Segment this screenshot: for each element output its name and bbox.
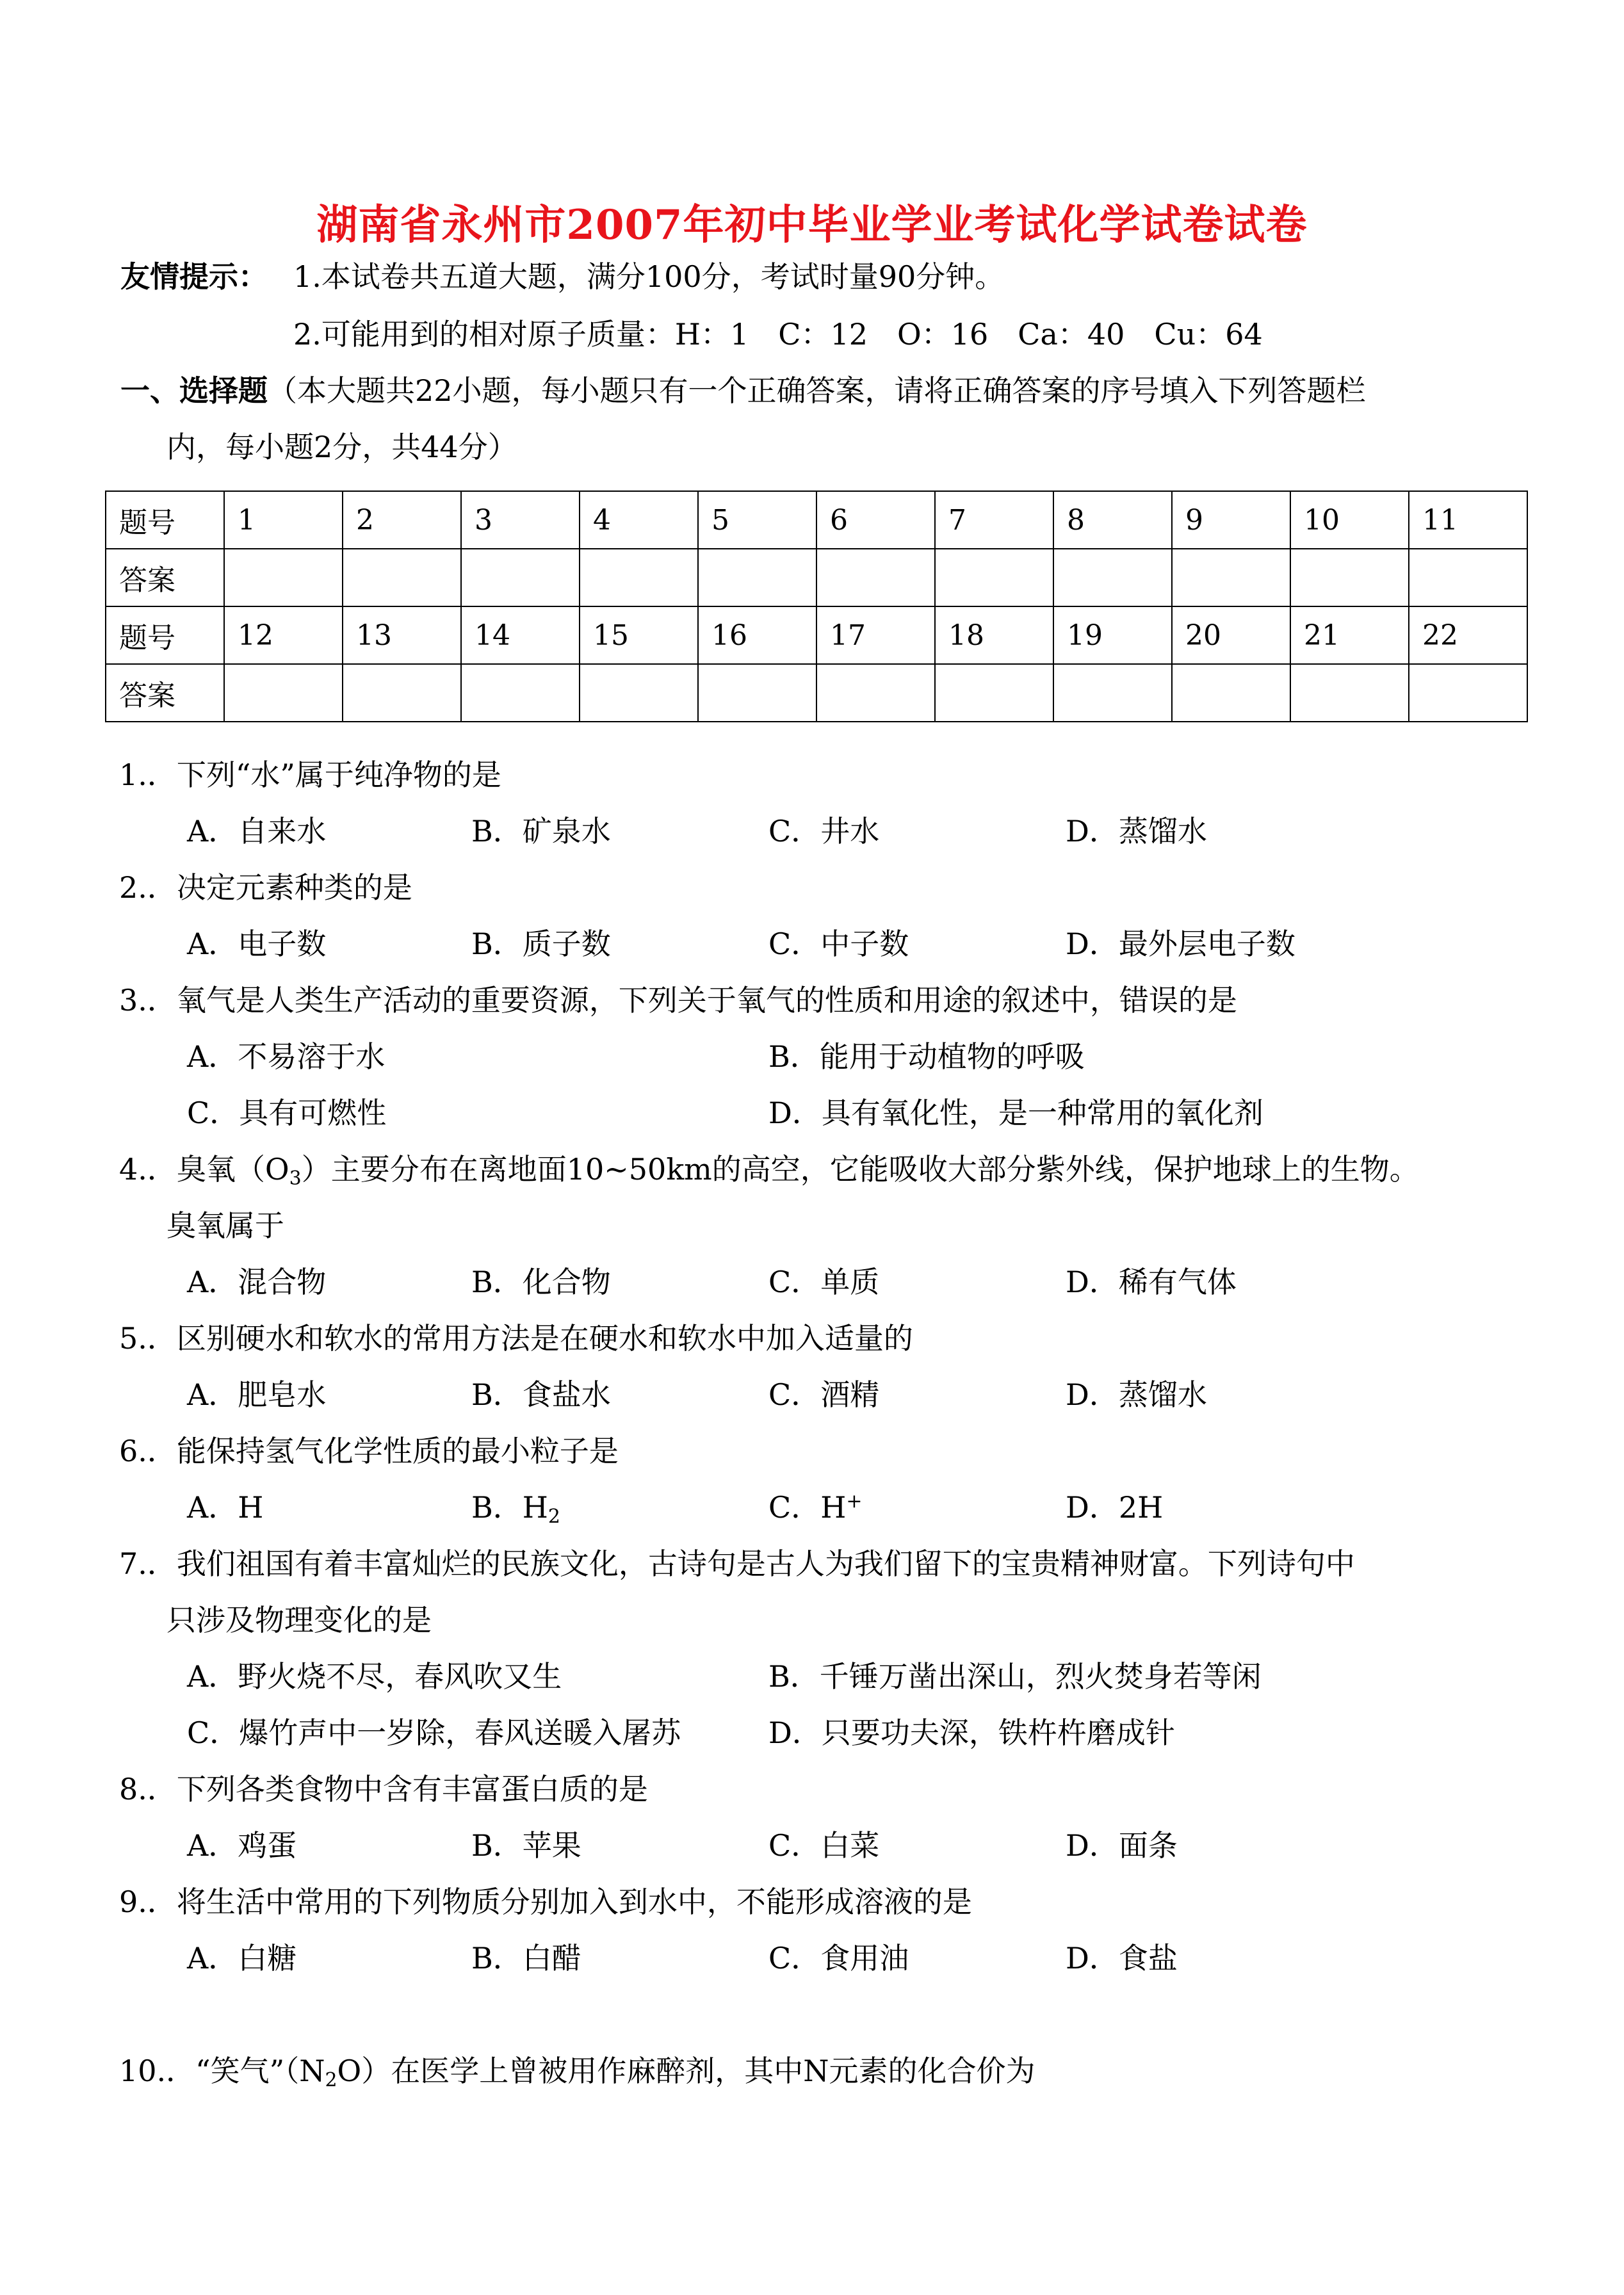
q6-option-c [768, 1488, 862, 1527]
answer-cell[interactable] [935, 549, 1053, 606]
exam-title: 湖南省永州市2007年初中毕业学业考试化学试卷试卷 [316, 201, 1308, 249]
q6-option-a: A．H [187, 1490, 264, 1525]
answer-cell[interactable] [1290, 664, 1409, 722]
q7-option-c: C．爆竹声中一岁除，春风送暖入屠苏 [187, 1715, 681, 1750]
question-number: 7 [935, 491, 1053, 549]
q6-option-b-sub: 2 [548, 1505, 561, 1528]
answer-cell[interactable] [580, 664, 698, 722]
q5-option-d: D．蒸馏水 [1066, 1377, 1207, 1412]
q3-option-b: B．能用于动植物的呼吸 [768, 1039, 1085, 1074]
table-row [106, 664, 1527, 722]
question-number: 8 [1053, 491, 1172, 549]
answer-cell[interactable] [1409, 664, 1527, 722]
q1-option-b: B．矿泉水 [471, 814, 611, 848]
answer-cell[interactable] [935, 664, 1053, 722]
tips-line-2: 2.可能用到的相对原子质量：H：1 C：12 O：16 Ca：40 Cu：64 [293, 317, 1263, 352]
section1-desc-2: 内，每小题2分，共44分） [166, 430, 517, 464]
question-number: 3 [461, 491, 580, 549]
q4-option-c: C．单质 [768, 1265, 880, 1299]
answer-cell[interactable] [698, 664, 816, 722]
q8-option-a: A．鸡蛋 [187, 1828, 297, 1863]
question-number: 2 [343, 491, 461, 549]
answer-cell[interactable] [816, 664, 935, 722]
q6-option-c-sup: + [846, 1490, 863, 1512]
q6-option-c-text: C．H [768, 1490, 847, 1525]
answer-table [105, 491, 1528, 722]
answer-cell[interactable] [698, 549, 816, 606]
q10-stem-sub: 2 [325, 2069, 337, 2091]
question-number: 15 [580, 606, 698, 664]
question-number: 14 [461, 606, 580, 664]
q3-option-c: C．具有可燃性 [187, 1096, 387, 1130]
q2-option-c: C．中子数 [768, 927, 909, 961]
question-number: 20 [1172, 606, 1290, 664]
q8-option-b: B．苹果 [471, 1828, 581, 1863]
row-label: 题号 [106, 606, 224, 664]
q4-stem-pre: 4.．臭氧（O [119, 1152, 289, 1187]
q2-option-d: D．最外层电子数 [1066, 927, 1295, 961]
q8-option-d: D．面条 [1066, 1828, 1178, 1863]
q10-stem-pre: 10.．“笑气”（N [119, 2054, 325, 2088]
question-number: 1 [224, 491, 343, 549]
q5-option-a: A．肥皂水 [187, 1377, 327, 1412]
q9-option-b: B．白醋 [471, 1941, 581, 1975]
question-number: 4 [580, 491, 698, 549]
q9-option-a: A．白糖 [187, 1941, 297, 1975]
question-8-stem: 8.．下列各类食物中含有丰富蛋白质的是 [119, 1772, 648, 1806]
answer-cell[interactable] [580, 549, 698, 606]
question-number: 5 [698, 491, 816, 549]
table-row [106, 606, 1527, 664]
answer-cell[interactable] [224, 549, 343, 606]
q7-option-b: B．千锤万凿出深山，烈火焚身若等闲 [768, 1659, 1262, 1694]
question-7-stem-2: 只涉及物理变化的是 [166, 1603, 432, 1637]
answer-cell[interactable] [461, 664, 580, 722]
answer-cell[interactable] [1053, 549, 1172, 606]
q6-option-b-text: B．H [471, 1490, 548, 1525]
question-number: 6 [816, 491, 935, 549]
question-1-stem: 1.．下列“水”属于纯净物的是 [119, 758, 501, 792]
q1-option-d: D．蒸馏水 [1066, 814, 1207, 848]
question-4-stem [119, 1150, 1419, 1188]
q6-option-b [471, 1488, 560, 1527]
row-label: 答案 [106, 664, 224, 722]
section1-heading: 一、选择题 [120, 373, 268, 408]
question-number: 18 [935, 606, 1053, 664]
question-number: 17 [816, 606, 935, 664]
question-number: 11 [1409, 491, 1527, 549]
question-number: 19 [1053, 606, 1172, 664]
q2-option-a: A．电子数 [187, 927, 327, 961]
answer-cell[interactable] [1172, 549, 1290, 606]
question-5-stem: 5.．区别硬水和软水的常用方法是在硬水和软水中加入适量的 [119, 1321, 913, 1356]
q1-option-a: A．自来水 [187, 814, 327, 848]
q5-option-b: B．食盐水 [471, 1377, 611, 1412]
q9-option-c: C．食用油 [768, 1941, 909, 1975]
section1-heading-line [120, 371, 1366, 410]
q4-option-d: D．稀有气体 [1066, 1265, 1237, 1299]
question-2-stem: 2.．决定元素种类的是 [119, 870, 412, 905]
q1-option-c: C．井水 [768, 814, 880, 848]
q4-option-b: B．化合物 [471, 1265, 611, 1299]
question-number: 13 [343, 606, 461, 664]
question-number: 10 [1290, 491, 1409, 549]
answer-cell[interactable] [461, 549, 580, 606]
question-7-stem: 7.．我们祖国有着丰富灿烂的民族文化，古诗句是古人为我们留下的宝贵精神财富。下列诗句中 [119, 1546, 1355, 1581]
row-label: 题号 [106, 491, 224, 549]
answer-cell[interactable] [816, 549, 935, 606]
question-4-stem-2: 臭氧属于 [166, 1208, 284, 1243]
answer-cell[interactable] [1290, 549, 1409, 606]
tips-line-1: 1.本试卷共五道大题，满分100分，考试时量90分钟。 [293, 259, 1005, 294]
answer-cell[interactable] [343, 664, 461, 722]
q4-stem-sub: 3 [289, 1167, 302, 1190]
question-number: 21 [1290, 606, 1409, 664]
q5-option-c: C．酒精 [768, 1377, 880, 1412]
q4-option-a: A．混合物 [187, 1265, 327, 1299]
answer-cell[interactable] [224, 664, 343, 722]
q7-option-a: A．野火烧不尽，春风吹又生 [187, 1659, 562, 1694]
question-10-stem [119, 2052, 1035, 2090]
answer-cell[interactable] [1172, 664, 1290, 722]
row-label: 答案 [106, 549, 224, 606]
q8-option-c: C．白菜 [768, 1828, 880, 1863]
q3-option-d: D．具有氧化性，是一种常用的氧化剂 [768, 1096, 1263, 1130]
q4-stem-post: ）主要分布在离地面10~50km的高空，它能吸收大部分紫外线，保护地球上的生物。 [301, 1152, 1419, 1187]
q3-option-a: A．不易溶于水 [187, 1039, 386, 1074]
q10-stem-post: O）在医学上曾被用作麻醉剂，其中N元素的化合价为 [337, 2054, 1035, 2088]
answer-cell[interactable] [343, 549, 461, 606]
question-number: 9 [1172, 491, 1290, 549]
answer-cell[interactable] [1409, 549, 1527, 606]
q2-option-b: B．质子数 [471, 927, 611, 961]
q9-option-d: D．食盐 [1066, 1941, 1178, 1975]
section1-desc-1: （本大题共22小题，每小题只有一个正确答案，请将正确答案的序号填入下列答题栏 [268, 373, 1366, 408]
table-row [106, 491, 1527, 549]
q7-option-d: D．只要功夫深，铁杵杵磨成针 [768, 1715, 1175, 1750]
question-6-stem: 6.．能保持氢气化学性质的最小粒子是 [119, 1434, 619, 1468]
q6-option-d: D．2H [1066, 1490, 1164, 1525]
answer-cell[interactable] [1053, 664, 1172, 722]
question-9-stem: 9.．将生活中常用的下列物质分别加入到水中，不能形成溶液的是 [119, 1885, 972, 1919]
table-row [106, 549, 1527, 606]
question-number: 12 [224, 606, 343, 664]
question-3-stem: 3.．氧气是人类生产活动的重要资源，下列关于氧气的性质和用途的叙述中，错误的是 [119, 983, 1237, 1018]
tips-label: 友情提示： [120, 259, 268, 294]
question-number: 16 [698, 606, 816, 664]
question-number: 22 [1409, 606, 1527, 664]
